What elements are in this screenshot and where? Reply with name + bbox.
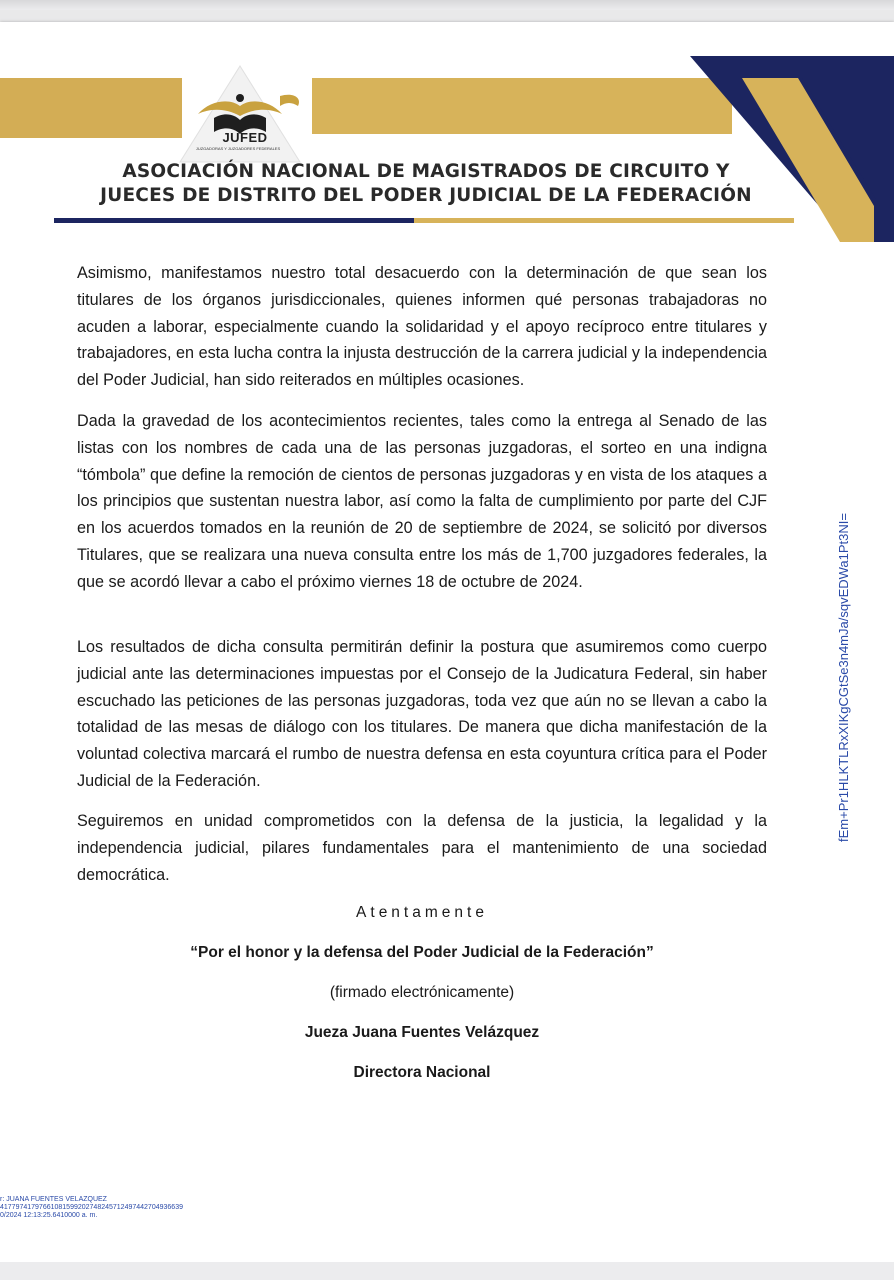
- scan-top-edge: [0, 0, 894, 10]
- signature-timestamp-line: 0/2024 12:13:25.6410000 a. m.: [0, 1212, 98, 1219]
- header-corner-decoration: [690, 56, 894, 242]
- body-paragraph: Dada la gravedad de los acontecimientos recientes, tales como la entrega al Senado de las listas con los nombres de cada una de las personas juzgadoras, el sorteo en una indigna “tómbola” que define la remoción de cientos de personas juzgadoras y en vista de los ataques a los principios que sustentan nuestra labor, así como la falta de cumplimiento por parte del CJF en los acuerdos tomados en la reunión de 20 de septiembre de 2024, se solicitó por diversos Titulares, que se realizara una nueva consulta entre los más de 1,700 juzgadores federales, la que se acordó llevar a cabo el próximo viernes 18 de octubre de 2024.: [77, 412, 767, 591]
- closing-motto: “Por el honor y la defensa del Poder Judicial de la Federación”: [190, 944, 654, 961]
- closing-salutation: Atentamente: [356, 904, 488, 921]
- logo-subtext: JUZGADORAS Y JUZGADORES FEDERALES: [195, 146, 281, 151]
- body-paragraph: Los resultados de dicha consulta permitirán definir la postura que asumiremos como cuerpo judicial ante las determinaciones impuestas por el Consejo de la Judicatura Federal, sin haber escuchado las peticiones de las personas juzgadoras, toda vez que aún no se llevan a cabo la totalidad de las mesas de diálogo con los titulares. De manera que dicha manifestación de la voluntad colectiva marcará el rumbo de nuestra defensa en esta coyuntura crítica para el Poder Judicial de la Federación.: [77, 638, 767, 790]
- header-gold-band-right: [312, 78, 732, 134]
- body-paragraph: Asimismo, manifestamos nuestro total desacuerdo con la determinación de que sean los titulares de los órganos jurisdiccionales, quienes informen qué personas trabajadoras no acuden a laborar, especialmente cuando la solidaridad y el apoyo recíproco entre titulares y trabajadores, en esta lucha contra la injusta destrucción de la carrera judicial y la independencia del Poder Judicial, han sido reiterados en múltiples ocasiones.: [77, 264, 767, 390]
- title-line-1: ASOCIACIÓN NACIONAL DE MAGISTRADOS DE CIRCUITO Y: [122, 161, 730, 182]
- body-paragraph: Seguiremos en unidad comprometidos con la defensa de la justicia, la legalidad y la independencia judicial, pilares fundamentales para el mantenimiento de una sociedad democrática.: [77, 812, 767, 884]
- jufed-logo-icon: [170, 62, 310, 174]
- electronic-signature-hash: fEm+Pr1HLKTLRxXIKgCGtSe3n4mJa/sqvEDWa1Pt3NI=: [836, 513, 851, 842]
- title-underline-navy: [54, 218, 414, 223]
- title-underline-gold: [414, 218, 794, 223]
- signer-title: Directora Nacional: [353, 1064, 491, 1081]
- header-gold-band-left: [0, 78, 182, 138]
- title-line-2: JUECES DE DISTRITO DEL PODER JUDICIAL DE LA FEDERACIÓN: [100, 185, 752, 206]
- page-title: [46, 160, 806, 208]
- signer-name: Jueza Juana Fuentes Velázquez: [304, 1024, 540, 1041]
- logo-wordmark: JUFED: [222, 130, 268, 145]
- scan-bottom-edge: [0, 1262, 894, 1280]
- signature-note: (firmado electrónicamente): [329, 984, 515, 1001]
- document-page: [0, 22, 894, 1262]
- electronic-signature-block: [0, 1196, 183, 1220]
- signature-signer-line: r: JUANA FUENTES VELAZQUEZ: [0, 1196, 107, 1203]
- signature-serial-line: 41779741797661081599202748245712497442704936639: [0, 1204, 183, 1211]
